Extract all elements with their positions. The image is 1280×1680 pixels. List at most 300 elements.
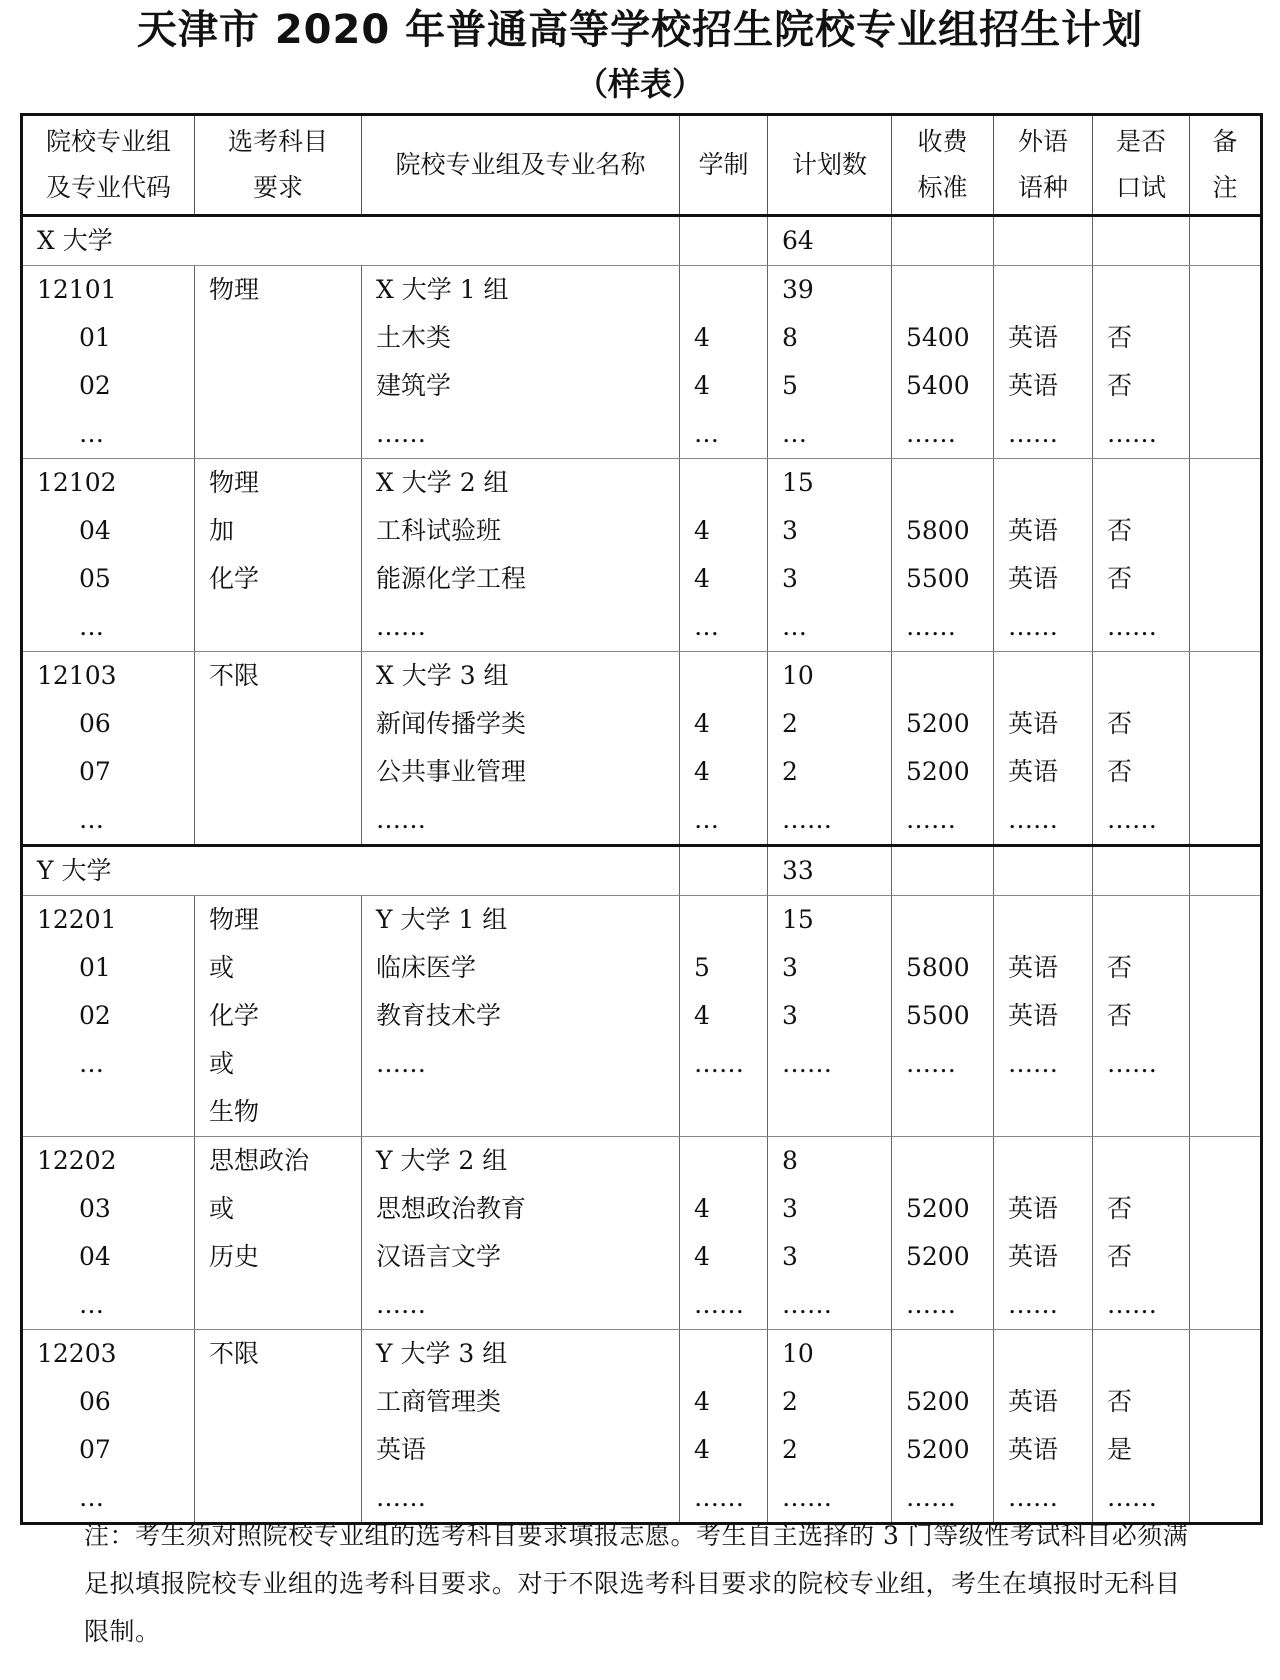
university-name: X 大学 bbox=[37, 226, 113, 255]
university-oral-test-cell bbox=[1093, 846, 1190, 896]
major-language-blank bbox=[1008, 652, 1092, 700]
major-language: 英语 bbox=[1008, 953, 1059, 982]
major-code: 07 bbox=[79, 1435, 111, 1464]
major-language: …… bbox=[1008, 805, 1058, 834]
group-plan: 10 bbox=[782, 661, 814, 690]
major-fee: 5800 bbox=[906, 953, 970, 982]
table-header-row bbox=[22, 115, 1262, 216]
group-code: 12103 bbox=[37, 661, 117, 690]
major-fee-cell bbox=[892, 1137, 994, 1330]
major-plan: …… bbox=[782, 805, 832, 834]
group-code-cell bbox=[22, 1137, 195, 1330]
major-language-blank bbox=[1008, 459, 1092, 507]
major-oral-test: 否 bbox=[1107, 1001, 1133, 1030]
university-language-cell bbox=[994, 216, 1093, 266]
subject-requirement: 加 bbox=[209, 516, 235, 545]
major-code: 02 bbox=[79, 1001, 111, 1030]
major-years: 4 bbox=[694, 516, 710, 545]
major-code: 07 bbox=[79, 757, 111, 786]
university-plan-cell bbox=[768, 216, 892, 266]
major-name: 新闻传播学类 bbox=[376, 709, 527, 738]
subject-requirement: 不限 bbox=[209, 661, 260, 690]
major-fee: 5200 bbox=[906, 757, 970, 786]
filler-line bbox=[1204, 992, 1260, 1040]
major-years: 4 bbox=[694, 1001, 710, 1030]
header-plan-count bbox=[768, 115, 892, 216]
remarks-cell bbox=[1190, 652, 1262, 846]
major-code: 01 bbox=[79, 323, 111, 352]
major-language-blank bbox=[1008, 1330, 1092, 1378]
subject-requirement: 历史 bbox=[209, 1242, 260, 1271]
major-name: 土木类 bbox=[376, 323, 452, 352]
group-row bbox=[22, 459, 1262, 652]
university-name-cell bbox=[22, 216, 680, 266]
subject-requirement: 化学 bbox=[209, 564, 260, 593]
filler-line bbox=[209, 1378, 361, 1426]
major-plan-cell bbox=[768, 1137, 892, 1330]
group-name-cell bbox=[362, 459, 680, 652]
major-oral-test-cell bbox=[1093, 459, 1190, 652]
filler-line bbox=[1204, 1040, 1260, 1088]
major-plan: 2 bbox=[782, 757, 798, 786]
filler-line bbox=[209, 603, 361, 651]
major-plan: 3 bbox=[782, 564, 798, 593]
major-language: …… bbox=[1008, 1049, 1058, 1078]
page-subtitle: （样表） bbox=[575, 65, 704, 103]
major-name: 建筑学 bbox=[376, 371, 452, 400]
filler-line bbox=[209, 700, 361, 748]
major-name: 汉语言文学 bbox=[376, 1242, 502, 1271]
header-language bbox=[994, 115, 1093, 216]
major-years: 4 bbox=[694, 1387, 710, 1416]
major-oral-test-blank bbox=[1107, 896, 1189, 944]
header-fee bbox=[892, 115, 994, 216]
major-code: 06 bbox=[79, 709, 111, 738]
filler-line bbox=[782, 1088, 891, 1136]
major-oral-test: 否 bbox=[1107, 323, 1133, 352]
university-remarks-cell bbox=[1190, 216, 1262, 266]
major-oral-test: 否 bbox=[1107, 757, 1133, 786]
major-oral-test: 否 bbox=[1107, 564, 1133, 593]
subject-requirement-cell bbox=[195, 896, 362, 1137]
major-plan-cell bbox=[768, 652, 892, 846]
major-name: 思想政治教育 bbox=[376, 1194, 527, 1223]
header-line: 院校专业组 bbox=[45, 127, 171, 156]
header-code bbox=[22, 115, 195, 216]
header-line: 收费 bbox=[917, 127, 968, 156]
major-fee: 5200 bbox=[906, 1194, 970, 1223]
header-line: 语种 bbox=[1017, 173, 1068, 202]
major-oral-test: …… bbox=[1107, 612, 1157, 641]
filler-line bbox=[1204, 1378, 1260, 1426]
major-years-cell bbox=[680, 1330, 768, 1524]
major-oral-test-cell bbox=[1093, 1330, 1190, 1524]
group-code-cell bbox=[22, 652, 195, 846]
major-code: … bbox=[79, 1049, 104, 1078]
university-years-cell bbox=[680, 216, 768, 266]
subject-requirement: 物理 bbox=[209, 468, 260, 497]
group-plan: 15 bbox=[782, 905, 814, 934]
group-code-cell bbox=[22, 896, 195, 1137]
major-plan: 2 bbox=[782, 709, 798, 738]
group-name: Y 大学 3 组 bbox=[376, 1339, 508, 1368]
major-years-blank bbox=[694, 896, 767, 944]
major-fee-blank bbox=[906, 1137, 993, 1185]
filler-line bbox=[1204, 1426, 1260, 1474]
filler-line bbox=[1204, 314, 1260, 362]
major-years: 4 bbox=[694, 709, 710, 738]
header-group-name bbox=[362, 115, 680, 216]
filler-line bbox=[1204, 410, 1260, 458]
major-language-blank bbox=[1008, 266, 1092, 314]
filler-line bbox=[1204, 603, 1260, 651]
subject-requirement: 不限 bbox=[209, 1339, 260, 1368]
group-name: X 大学 3 组 bbox=[376, 661, 509, 690]
major-plan: 8 bbox=[782, 323, 798, 352]
filler-line bbox=[1204, 362, 1260, 410]
group-code: 12203 bbox=[37, 1339, 117, 1368]
filler-line bbox=[1204, 1474, 1260, 1522]
filler-line bbox=[1204, 896, 1260, 944]
group-name: X 大学 1 组 bbox=[376, 275, 509, 304]
subject-requirement-cell bbox=[195, 1137, 362, 1330]
major-years: …… bbox=[694, 1290, 744, 1319]
page-title: 天津市 2020 年普通高等学校招生院校专业组招生计划 bbox=[136, 7, 1144, 53]
university-fee-cell bbox=[892, 846, 994, 896]
major-plan: 3 bbox=[782, 1194, 798, 1223]
major-years-blank bbox=[694, 459, 767, 507]
filler-line bbox=[1204, 1088, 1260, 1136]
major-fee-blank bbox=[906, 896, 993, 944]
major-years-blank bbox=[694, 1137, 767, 1185]
filler-line bbox=[1204, 1281, 1260, 1329]
filler-line bbox=[37, 1088, 194, 1136]
group-name-cell bbox=[362, 896, 680, 1137]
group-code-cell bbox=[22, 266, 195, 459]
group-code-cell bbox=[22, 1330, 195, 1524]
major-fee: …… bbox=[906, 419, 956, 448]
major-language: 英语 bbox=[1008, 1001, 1059, 1030]
major-language-cell bbox=[994, 1137, 1093, 1330]
major-language-cell bbox=[994, 896, 1093, 1137]
major-plan: …… bbox=[782, 1049, 832, 1078]
major-name: …… bbox=[376, 805, 426, 834]
major-years-cell bbox=[680, 459, 768, 652]
remarks-cell bbox=[1190, 266, 1262, 459]
filler-line bbox=[1204, 266, 1260, 314]
major-fee: 5200 bbox=[906, 1242, 970, 1271]
major-years-blank bbox=[694, 266, 767, 314]
major-oral-test-blank bbox=[1107, 459, 1189, 507]
major-language: 英语 bbox=[1008, 371, 1059, 400]
major-language: 英语 bbox=[1008, 1435, 1059, 1464]
university-plan: 64 bbox=[782, 226, 814, 255]
major-language-blank bbox=[1008, 896, 1092, 944]
major-name: …… bbox=[376, 1049, 426, 1078]
filler-line bbox=[694, 1088, 767, 1136]
subject-requirement: 或 bbox=[209, 1194, 235, 1223]
group-plan: 39 bbox=[782, 275, 814, 304]
major-code: 02 bbox=[79, 371, 111, 400]
subject-requirement: 化学 bbox=[209, 1001, 260, 1030]
major-plan-cell bbox=[768, 1330, 892, 1524]
major-oral-test: 否 bbox=[1107, 709, 1133, 738]
major-fee-blank bbox=[906, 1330, 993, 1378]
university-row bbox=[22, 216, 1262, 266]
major-language: …… bbox=[1008, 1290, 1058, 1319]
filler-line bbox=[1204, 700, 1260, 748]
major-fee-blank bbox=[906, 652, 993, 700]
header-remarks bbox=[1190, 115, 1262, 216]
major-code: 06 bbox=[79, 1387, 111, 1416]
major-name: …… bbox=[376, 1290, 426, 1319]
major-years: 4 bbox=[694, 371, 710, 400]
major-code: … bbox=[79, 419, 104, 448]
major-language: …… bbox=[1008, 419, 1058, 448]
major-code: 03 bbox=[79, 1194, 111, 1223]
major-fee: 5400 bbox=[906, 371, 970, 400]
major-oral-test: 否 bbox=[1107, 953, 1133, 982]
major-fee: …… bbox=[906, 1049, 956, 1078]
major-plan: 3 bbox=[782, 1001, 798, 1030]
major-name: …… bbox=[376, 1483, 426, 1512]
major-language: 英语 bbox=[1008, 1194, 1059, 1223]
major-plan: 5 bbox=[782, 371, 798, 400]
major-language-cell bbox=[994, 459, 1093, 652]
header-line: 选考科目 bbox=[227, 127, 328, 156]
university-row bbox=[22, 846, 1262, 896]
group-row bbox=[22, 1137, 1262, 1330]
filler-line bbox=[906, 1088, 993, 1136]
major-oral-test-blank bbox=[1107, 1330, 1189, 1378]
group-name-cell bbox=[362, 266, 680, 459]
university-remarks-cell bbox=[1190, 846, 1262, 896]
major-name: 工科试验班 bbox=[376, 516, 502, 545]
major-years: 5 bbox=[694, 953, 710, 982]
major-plan: … bbox=[782, 612, 807, 641]
filler-line bbox=[1107, 1088, 1189, 1136]
major-plan-cell bbox=[768, 459, 892, 652]
group-code: 12101 bbox=[37, 275, 117, 304]
major-language: 英语 bbox=[1008, 757, 1059, 786]
major-years: 4 bbox=[694, 323, 710, 352]
major-code: 05 bbox=[79, 564, 111, 593]
major-plan: 3 bbox=[782, 1242, 798, 1271]
major-language-cell bbox=[994, 1330, 1093, 1524]
table-body bbox=[22, 216, 1262, 1524]
major-years: 4 bbox=[694, 1242, 710, 1271]
major-code: … bbox=[79, 1483, 104, 1512]
university-plan: 33 bbox=[782, 856, 814, 885]
major-plan-cell bbox=[768, 896, 892, 1137]
filler-line bbox=[1008, 1088, 1092, 1136]
header-subject-requirement bbox=[195, 115, 362, 216]
major-years-cell bbox=[680, 266, 768, 459]
major-fee-cell bbox=[892, 459, 994, 652]
group-code: 12202 bbox=[37, 1146, 117, 1175]
group-code-cell bbox=[22, 459, 195, 652]
university-plan-cell bbox=[768, 846, 892, 896]
major-fee: 5500 bbox=[906, 564, 970, 593]
filler-line bbox=[1204, 555, 1260, 603]
remarks-cell bbox=[1190, 1330, 1262, 1524]
major-oral-test: 是 bbox=[1107, 1435, 1133, 1464]
major-fee-cell bbox=[892, 652, 994, 846]
major-oral-test-cell bbox=[1093, 896, 1190, 1137]
major-oral-test: 否 bbox=[1107, 1387, 1133, 1416]
filler-line bbox=[1204, 944, 1260, 992]
group-row bbox=[22, 266, 1262, 459]
major-oral-test: 否 bbox=[1107, 516, 1133, 545]
major-years: … bbox=[694, 805, 719, 834]
major-fee: 5800 bbox=[906, 516, 970, 545]
major-language: 英语 bbox=[1008, 709, 1059, 738]
filler-line bbox=[1204, 748, 1260, 796]
university-name: Y 大学 bbox=[37, 856, 112, 885]
major-oral-test-blank bbox=[1107, 266, 1189, 314]
major-fee: …… bbox=[906, 1290, 956, 1319]
filler-line bbox=[376, 1088, 679, 1136]
group-name: Y 大学 1 组 bbox=[376, 905, 508, 934]
group-row bbox=[22, 1330, 1262, 1524]
major-years-cell bbox=[680, 652, 768, 846]
filler-line bbox=[1204, 1330, 1260, 1378]
major-plan: 2 bbox=[782, 1387, 798, 1416]
major-name: 临床医学 bbox=[376, 953, 477, 982]
major-oral-test: …… bbox=[1107, 419, 1157, 448]
major-oral-test: 否 bbox=[1107, 1194, 1133, 1223]
group-row bbox=[22, 652, 1262, 846]
group-name-cell bbox=[362, 652, 680, 846]
filler-line bbox=[209, 748, 361, 796]
subject-requirement-cell bbox=[195, 459, 362, 652]
major-code: … bbox=[79, 1290, 104, 1319]
group-name-cell bbox=[362, 1137, 680, 1330]
group-code: 12102 bbox=[37, 468, 117, 497]
major-name: 公共事业管理 bbox=[376, 757, 527, 786]
major-code: 01 bbox=[79, 953, 111, 982]
major-fee-blank bbox=[906, 459, 993, 507]
major-plan-cell bbox=[768, 266, 892, 459]
major-oral-test: 否 bbox=[1107, 371, 1133, 400]
filler-line bbox=[1204, 1185, 1260, 1233]
major-language: 英语 bbox=[1008, 323, 1059, 352]
major-language: …… bbox=[1008, 1483, 1058, 1512]
subject-requirement: 物理 bbox=[209, 905, 260, 934]
major-name: 教育技术学 bbox=[376, 1001, 502, 1030]
header-line: 计划数 bbox=[791, 150, 867, 179]
group-code: 12201 bbox=[37, 905, 117, 934]
major-language: 英语 bbox=[1008, 1387, 1059, 1416]
major-fee: 5200 bbox=[906, 1435, 970, 1464]
major-name: 能源化学工程 bbox=[376, 564, 527, 593]
subject-requirement: 或 bbox=[209, 953, 235, 982]
major-language: 英语 bbox=[1008, 564, 1059, 593]
subject-requirement: 或 bbox=[209, 1049, 235, 1078]
major-language: 英语 bbox=[1008, 1242, 1059, 1271]
header-line: 口试 bbox=[1115, 173, 1166, 202]
major-fee-cell bbox=[892, 1330, 994, 1524]
major-fee: …… bbox=[906, 612, 956, 641]
major-oral-test: …… bbox=[1107, 805, 1157, 834]
university-oral-test-cell bbox=[1093, 216, 1190, 266]
major-oral-test-blank bbox=[1107, 1137, 1189, 1185]
major-years-cell bbox=[680, 1137, 768, 1330]
subject-requirement: 思想政治 bbox=[209, 1146, 310, 1175]
group-name: Y 大学 2 组 bbox=[376, 1146, 508, 1175]
major-name: …… bbox=[376, 612, 426, 641]
header-line: 院校专业组及专业名称 bbox=[395, 150, 646, 179]
header-years bbox=[680, 115, 768, 216]
major-code: 04 bbox=[79, 516, 111, 545]
university-years-cell bbox=[680, 846, 768, 896]
major-fee: …… bbox=[906, 805, 956, 834]
subject-requirement-cell bbox=[195, 1330, 362, 1524]
major-years: … bbox=[694, 612, 719, 641]
subject-requirement-cell bbox=[195, 266, 362, 459]
filler-line bbox=[1204, 459, 1260, 507]
major-years: 4 bbox=[694, 1194, 710, 1223]
header-line: 要求 bbox=[252, 173, 303, 202]
major-language-cell bbox=[994, 652, 1093, 846]
university-language-cell bbox=[994, 846, 1093, 896]
major-years: …… bbox=[694, 1483, 744, 1512]
major-name: 英语 bbox=[376, 1435, 427, 1464]
major-years: …… bbox=[694, 1049, 744, 1078]
filler-line bbox=[1204, 507, 1260, 555]
remarks-cell bbox=[1190, 1137, 1262, 1330]
major-plan: 2 bbox=[782, 1435, 798, 1464]
footnote: 注：考生须对照院校专业组的选考科目要求填报志愿。考生自主选择的 3 门等级性考试科目必须满足拟填报院校专业组的选考科目要求。对于不限选考科目要求的院校专业组，考生在填报时无科目限制。 bbox=[84, 1521, 1189, 1646]
header-line: 标准 bbox=[917, 173, 968, 202]
enrollment-plan-table bbox=[20, 113, 1263, 1525]
major-oral-test-blank bbox=[1107, 652, 1189, 700]
major-oral-test-cell bbox=[1093, 652, 1190, 846]
filler-line bbox=[209, 796, 361, 844]
major-fee: 5200 bbox=[906, 1387, 970, 1416]
header-line: 备 bbox=[1212, 127, 1238, 156]
major-plan: 3 bbox=[782, 953, 798, 982]
filler-line bbox=[1204, 796, 1260, 844]
major-code: 04 bbox=[79, 1242, 111, 1271]
major-plan: 3 bbox=[782, 516, 798, 545]
major-years: 4 bbox=[694, 564, 710, 593]
header-oral-test bbox=[1093, 115, 1190, 216]
filler-line bbox=[1204, 652, 1260, 700]
group-name-cell bbox=[362, 1330, 680, 1524]
header-line: 学制 bbox=[698, 150, 749, 179]
group-plan: 8 bbox=[782, 1146, 798, 1175]
major-language-cell bbox=[994, 266, 1093, 459]
major-fee: 5400 bbox=[906, 323, 970, 352]
header-line: 注 bbox=[1212, 173, 1238, 202]
major-code: … bbox=[79, 612, 104, 641]
major-years: 4 bbox=[694, 1435, 710, 1464]
major-oral-test-cell bbox=[1093, 266, 1190, 459]
university-name-cell bbox=[22, 846, 680, 896]
filler-line bbox=[209, 1281, 361, 1329]
group-row bbox=[22, 896, 1262, 1137]
major-years: 4 bbox=[694, 757, 710, 786]
major-fee: 5200 bbox=[906, 709, 970, 738]
major-language: …… bbox=[1008, 612, 1058, 641]
major-oral-test: …… bbox=[1107, 1049, 1157, 1078]
header-line: 是否 bbox=[1115, 127, 1166, 156]
group-plan: 10 bbox=[782, 1339, 814, 1368]
major-plan: …… bbox=[782, 1483, 832, 1512]
major-years-blank bbox=[694, 1330, 767, 1378]
subject-requirement: 生物 bbox=[209, 1097, 260, 1126]
